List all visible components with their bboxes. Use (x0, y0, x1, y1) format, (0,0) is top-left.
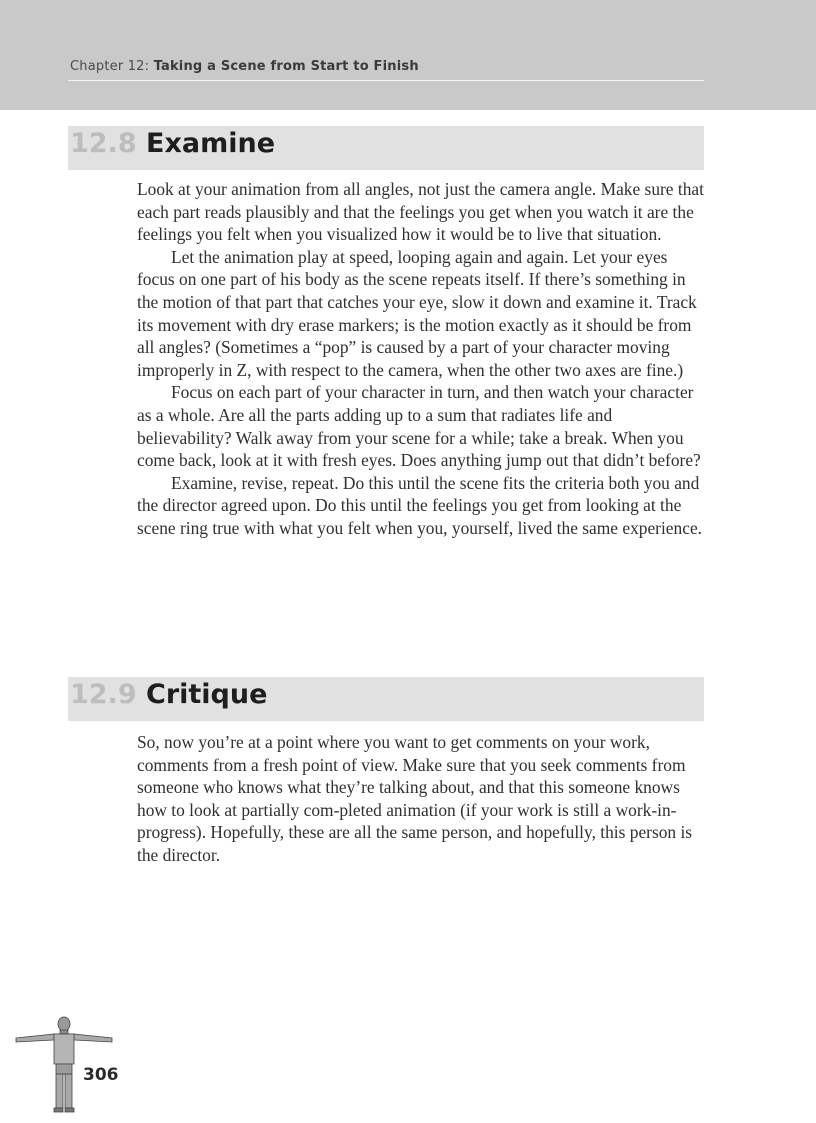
chapter-heading (70, 59, 419, 74)
paragraph: Examine, revise, repeat. Do this until the scene fits the criteria both you and the director agreed upon. Do this until the feelings you get from looking at the scene ring true with what you felt when you, yourself, lived the same experience. (137, 472, 703, 538)
paragraph: So, now you’re at a point where you want to get comments on your work, comments from a fresh point of view. Make sure that you seek comments from someone who knows what they’re talking about, and that this someone knows how to look at partially com-pleted animation (if your work is still a work-in-progress). Hopefully, these are all the same person, and hopefully, this person is the director. (137, 732, 693, 865)
section-heading-12-8 (68, 126, 704, 170)
section-number: 12.9 (70, 679, 137, 710)
section-title: Examine (146, 128, 276, 159)
chapter-title: Taking a Scene from Start to Finish (153, 59, 419, 74)
section-heading-12-9 (68, 677, 704, 721)
section-body-12-8 (137, 178, 707, 540)
running-header (0, 0, 816, 110)
header-rule (68, 80, 704, 81)
page-number: 306 (83, 1065, 119, 1085)
paragraph: Look at your animation from all angles, not just the camera angle. Make sure that each part reads plausibly and that the feelings you get when you watch it are the feelings you felt when you visualized how it would be to live that situation. (137, 179, 704, 245)
chapter-prefix: Chapter 12: (70, 59, 150, 74)
t-pose-figure-icon (14, 1014, 114, 1114)
section-body-12-9 (137, 731, 707, 867)
section-number: 12.8 (70, 128, 137, 159)
section-title: Critique (146, 679, 268, 710)
paragraph: Focus on each part of your character in turn, and then watch your character as a whole. Are all the parts adding up to a sum that radiates life and believability? Walk away from your scene for a while; take a break. When you come back, look at it with fresh eyes. Does anything jump out that didn’t before? (137, 382, 701, 471)
paragraph: Let the animation play at speed, looping again and again. Let your eyes focus on one part of his body as the scene repeats itself. If there’s something in the motion of that part that catches your eye, slow it down and examine it. Track its movement with dry erase markers; is the motion exactly as it should be from all angles? (Sometimes a “pop” is caused by a part of your character moving improperly in Z, with respect to the camera, when the other two axes are fine.) (137, 246, 697, 380)
